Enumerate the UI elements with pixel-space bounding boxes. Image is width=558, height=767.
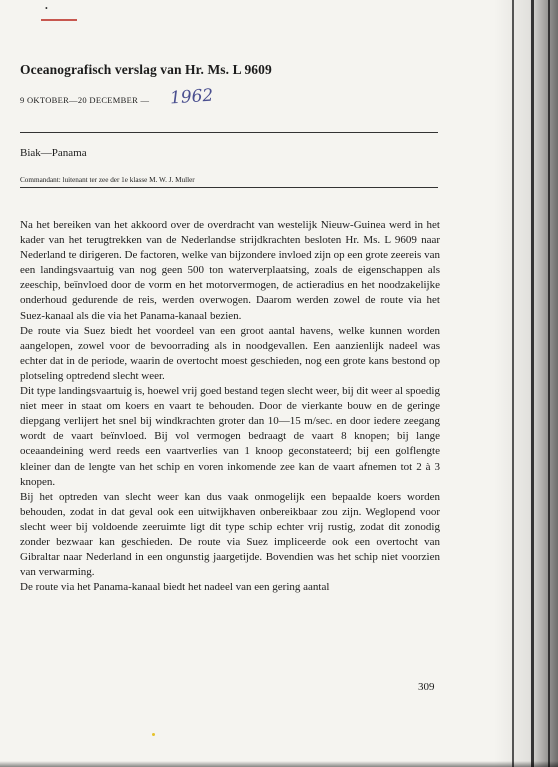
report-title: Oceanografisch verslag van Hr. Ms. L 9609 [20,62,272,77]
commander-line: Commandant: luitenant ter zee der 1e klasse M. W. J. Muller [20,176,195,184]
report-dates: 9 OKTOBER—20 DECEMBER — [20,95,150,105]
section-divider [20,187,438,188]
paragraph: De route via het Panama-kanaal biedt het nadeel van een gering aantal [20,581,330,594]
top-divider [20,132,438,133]
body-text [20,218,440,595]
binding-line [512,0,514,767]
paragraph: Na het bereiken van het akkoord over de overdracht van westelijk Nieuw-Guinea werd in het kader van het terugtrekken van de Nederlandse strijdkrachten besloten Hr. Ms. L 9609 naar Nederland te dirigeren. De factoren, welke van bijzondere invloed zijn op een grote zeereis van een landingsvaartuig van nog geen 500 ton waterverplaatsing, zoals de eigenschappen als zeeschip, beïnvloed door de vorm en het motorvermogen, de actieradius en het noodzakelijke onderhoud gedurende de reis, werden overwogen. Daarom werden zowel de route via het Suez-kanaal als die via het Panama-kanaal bezien. [20,219,440,322]
red-pencil-mark [41,19,77,21]
handwritten-year: 1962 [169,85,214,109]
paragraph: Bij het optreden van slecht weer kan dus vaak onmogelijk een bepaalde koers worden behouden, zodat in dat geval ook een uitwijkhaven onbereikbaar zou zijn. Weglopend voor slecht weer bij voldoende zeeruimte ligt dit type schip echter vrij rustig, zodat dit zonodig zonder bezwaar kan geschieden. De route via Suez impliceerde ook een overtocht van Gibraltar naar Nederland in een ongunstig jaargetijde. Bovendien was het schip niet voorzien van verwarming. [20,490,440,579]
stain-mark [152,733,155,736]
section-heading: Biak—Panama [20,147,87,159]
ink-dot: • [45,4,48,13]
paragraph: De route via Suez biedt het voordeel van een groot aantal havens, welke kunnen worden aangelopen, zowel voor de bevoorrading als in noodgevallen. Een aanzienlijk nadeel was echter dat in de periode, waarin de overtocht moest geschieden, nog een grote kans bestond op plotseling optredend slecht weer. [20,324,440,382]
paragraph: Dit type landingsvaartuig is, hoewel vrij goed bestand tegen slecht weer, bij dit weer al spoedig niet meer in staat om koers en vaart te behouden. Door de vierkante bouw en de geringe diepgang verlijert het snel bij windkrachten groter dan 10—15 m/sec. en door iedere zeegang wordt de vaart beïnvloed. Bij vol vermogen bedraagt de vaart 8 knopen; bij lange oceaandeining werd reeds een vaartverlies van 1 knoop geconstateerd; bij een golflengte kleiner dan de lengte van het schip en voren inkomende zee kan de vaart afnemen tot 2 à 3 knopen. [20,385,440,488]
binding-line [531,0,534,767]
binding-line [548,0,550,767]
page-number: 309 [418,681,435,693]
bottom-edge-shadow [0,761,558,767]
